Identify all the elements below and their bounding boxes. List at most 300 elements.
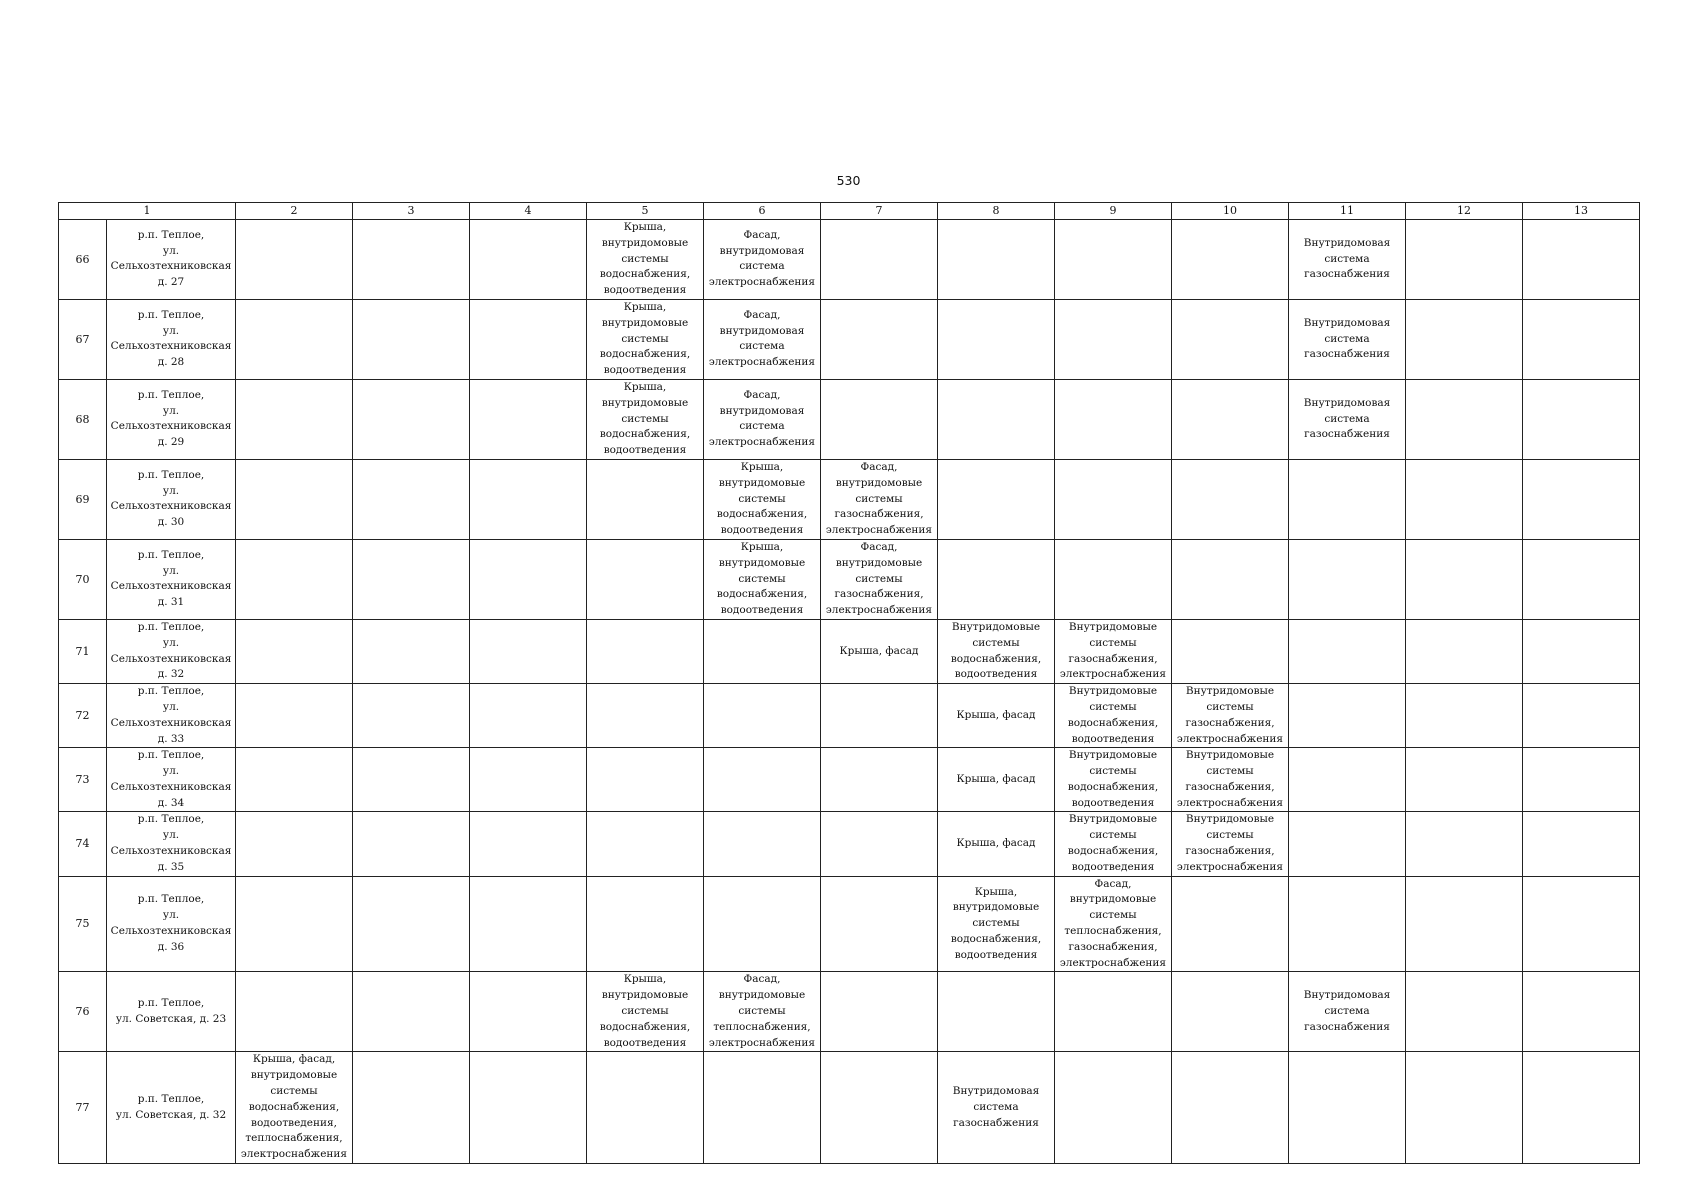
work-cell xyxy=(353,972,470,1052)
work-line: Внутридомовая xyxy=(952,1085,1040,1098)
work-cell xyxy=(1055,1052,1172,1164)
work-cell xyxy=(353,876,470,972)
work-cell xyxy=(938,812,1055,876)
work-line: Крыша, xyxy=(740,540,784,553)
work-line: внутридомовые xyxy=(718,989,806,1002)
address-cell xyxy=(107,299,236,379)
work-line: электроснабжения xyxy=(708,436,816,449)
work-line: водоснабжения, xyxy=(248,1100,340,1113)
work-cell xyxy=(470,684,587,748)
work-line: газоснабжения, xyxy=(1068,652,1158,665)
address-cell xyxy=(107,748,236,812)
address-line: Сельхозтехниковская xyxy=(110,925,232,938)
work-line: Внутридомовые xyxy=(1185,749,1275,762)
work-line: газоснабжения xyxy=(953,1116,1039,1129)
row-number: 71 xyxy=(59,619,107,683)
work-line: внутридомовые xyxy=(601,989,689,1002)
work-cell xyxy=(1172,539,1289,619)
table-row xyxy=(59,539,1640,619)
work-cell xyxy=(1523,459,1640,539)
row-number: 69 xyxy=(59,459,107,539)
work-cell xyxy=(1523,299,1640,379)
work-line: Крыша, xyxy=(623,221,667,233)
table-body xyxy=(59,203,1640,1164)
work-line: водоотведения xyxy=(954,948,1038,961)
work-cell xyxy=(1289,1052,1406,1164)
address-line: Сельхозтехниковская xyxy=(110,580,232,593)
work-line: системы xyxy=(1089,700,1137,713)
work-cell xyxy=(1055,972,1172,1052)
work-cell xyxy=(587,684,704,748)
work-cell xyxy=(587,299,704,379)
work-cell xyxy=(1406,876,1523,972)
address-cell xyxy=(107,876,236,972)
table-row xyxy=(59,619,1640,683)
work-line: системы xyxy=(621,1005,669,1018)
address-line: д. 34 xyxy=(157,796,185,809)
work-cell xyxy=(821,972,938,1052)
work-line: системы xyxy=(1206,765,1254,778)
work-cell xyxy=(470,220,587,300)
work-line: системы xyxy=(621,412,669,425)
work-line: водоотведения xyxy=(603,284,687,297)
work-cell xyxy=(587,972,704,1052)
address-cell xyxy=(107,1052,236,1164)
work-line: водоотведения xyxy=(954,668,1038,681)
address-line: ул. xyxy=(162,636,180,649)
address-cell xyxy=(107,379,236,459)
work-cell xyxy=(1172,684,1289,748)
work-cell xyxy=(821,1052,938,1164)
address-line: ул. xyxy=(162,765,180,778)
address-line: ул. xyxy=(162,244,180,257)
row-number: 73 xyxy=(59,748,107,812)
work-line: Фасад, xyxy=(743,308,781,321)
work-line: внутридомовые xyxy=(718,476,806,489)
address-line: Сельхозтехниковская xyxy=(110,420,232,433)
work-cell xyxy=(236,220,353,300)
row-number: 77 xyxy=(59,1052,107,1164)
address-line: ул. Советская, д. 32 xyxy=(115,1108,227,1121)
address-line: Сельхозтехниковская xyxy=(110,500,232,513)
address-cell xyxy=(107,619,236,683)
address-line: р.п. Теплое, xyxy=(137,620,205,633)
work-cell xyxy=(704,619,821,683)
work-line: система xyxy=(1324,252,1370,265)
work-line: Внутридомовые xyxy=(1068,749,1158,762)
work-line: внутридомовые xyxy=(601,316,689,329)
address-line: ул. xyxy=(162,324,180,337)
work-cell xyxy=(1172,619,1289,683)
work-cell xyxy=(1406,812,1523,876)
work-line: Внутридомовая xyxy=(1303,396,1391,409)
work-line: системы xyxy=(1089,636,1137,649)
work-cell xyxy=(938,684,1055,748)
work-line: системы xyxy=(738,572,786,585)
work-line: электроснабжения xyxy=(1059,956,1167,969)
work-line: система xyxy=(1324,1005,1370,1018)
work-cell xyxy=(704,299,821,379)
address-line: ул. Советская, д. 23 xyxy=(115,1012,227,1025)
work-cell xyxy=(470,299,587,379)
work-line: газоснабжения xyxy=(1304,1020,1390,1033)
work-line: электроснабжения xyxy=(1176,796,1284,809)
work-cell xyxy=(1406,459,1523,539)
address-line: д. 35 xyxy=(157,860,185,873)
work-line: водоснабжения, xyxy=(950,932,1042,945)
work-cell xyxy=(1289,684,1406,748)
work-line: газоснабжения, xyxy=(1068,940,1158,953)
work-line: водоснабжения, xyxy=(599,348,691,361)
work-line: электроснабжения xyxy=(708,1036,816,1049)
work-line: Фасад, xyxy=(1094,877,1132,890)
work-cell xyxy=(353,684,470,748)
work-line: водоснабжения, xyxy=(1067,716,1159,729)
work-cell xyxy=(1523,619,1640,683)
page-number: 530 xyxy=(836,173,861,188)
table-row xyxy=(59,379,1640,459)
work-cell xyxy=(353,1052,470,1164)
work-line: водоснабжения, xyxy=(950,652,1042,665)
work-line: Внутридомовая xyxy=(1303,316,1391,329)
work-cell xyxy=(470,459,587,539)
work-cell xyxy=(353,812,470,876)
work-cell xyxy=(1289,379,1406,459)
work-line: Крыша, фасад, xyxy=(252,1053,336,1066)
work-line: водоснабжения, xyxy=(716,508,808,521)
work-cell xyxy=(1289,972,1406,1052)
work-cell xyxy=(704,539,821,619)
work-cell xyxy=(938,619,1055,683)
work-cell xyxy=(938,379,1055,459)
work-line: водоснабжения, xyxy=(1067,845,1159,858)
column-number: 13 xyxy=(1523,203,1640,220)
address-line: д. 27 xyxy=(157,276,185,289)
work-line: электроснабжения xyxy=(708,276,816,289)
work-line: системы xyxy=(972,917,1020,930)
column-number-row xyxy=(59,203,1640,220)
work-line: внутридомовые xyxy=(835,476,923,489)
work-line: водоотведения xyxy=(1071,732,1155,745)
work-line: электроснабжения xyxy=(1059,668,1167,681)
work-line: Внутридомовая xyxy=(1303,236,1391,249)
work-line: водоотведения xyxy=(720,604,804,617)
work-line: Фасад, xyxy=(743,228,781,241)
address-line: д. 31 xyxy=(157,596,185,609)
work-line: газоснабжения, xyxy=(834,588,924,601)
table-row xyxy=(59,684,1640,748)
work-cell xyxy=(587,220,704,300)
work-line: электроснабжения xyxy=(1176,860,1284,873)
work-line: системы xyxy=(1206,829,1254,842)
work-cell xyxy=(587,459,704,539)
column-number: 5 xyxy=(587,203,704,220)
work-line: газоснабжения xyxy=(1304,268,1390,281)
work-cell xyxy=(236,748,353,812)
address-line: Сельхозтехниковская xyxy=(110,716,232,729)
work-cell xyxy=(470,812,587,876)
work-cell xyxy=(704,684,821,748)
work-cell xyxy=(1406,619,1523,683)
address-line: Сельхозтехниковская xyxy=(110,845,232,858)
work-line: Крыша, фасад xyxy=(839,644,919,657)
work-cell xyxy=(470,539,587,619)
work-cell xyxy=(1172,1052,1289,1164)
address-line: Сельхозтехниковская xyxy=(110,260,232,273)
work-line: внутридомовые xyxy=(601,236,689,249)
work-line: внутридомовая xyxy=(719,404,805,417)
address-line: р.п. Теплое, xyxy=(137,749,205,762)
work-line: Внутридомовые xyxy=(1185,685,1275,698)
table-row xyxy=(59,748,1640,812)
work-cell xyxy=(470,379,587,459)
address-line: ул. xyxy=(162,564,180,577)
work-cell xyxy=(236,876,353,972)
work-cell xyxy=(1055,619,1172,683)
column-number: 8 xyxy=(938,203,1055,220)
work-line: система xyxy=(1324,412,1370,425)
work-cell xyxy=(353,220,470,300)
work-line: Крыша, xyxy=(623,973,667,986)
work-line: внутридомовые xyxy=(718,556,806,569)
work-line: Внутридомовые xyxy=(1185,813,1275,826)
work-cell xyxy=(1172,972,1289,1052)
work-line: водоотведения xyxy=(603,1036,687,1049)
work-cell xyxy=(1172,459,1289,539)
address-line: р.п. Теплое, xyxy=(137,228,205,241)
work-cell xyxy=(1172,299,1289,379)
work-cell xyxy=(1289,619,1406,683)
work-line: газоснабжения xyxy=(1304,428,1390,441)
work-cell xyxy=(1055,684,1172,748)
work-cell xyxy=(1055,748,1172,812)
work-cell xyxy=(353,619,470,683)
address-line: ул. xyxy=(162,829,180,842)
work-line: Фасад, xyxy=(860,540,898,553)
address-line: ул. xyxy=(162,484,180,497)
column-number: 4 xyxy=(470,203,587,220)
work-line: системы xyxy=(1089,765,1137,778)
work-line: система xyxy=(739,420,785,433)
address-line: д. 28 xyxy=(157,356,185,369)
work-cell xyxy=(353,748,470,812)
work-line: система xyxy=(739,340,785,353)
work-line: водоснабжения, xyxy=(716,588,808,601)
work-line: водоотведения xyxy=(603,364,687,377)
work-cell xyxy=(1172,379,1289,459)
work-cell xyxy=(1523,220,1640,300)
work-line: Фасад, xyxy=(743,388,781,401)
work-cell xyxy=(587,539,704,619)
work-cell xyxy=(821,684,938,748)
work-cell xyxy=(236,684,353,748)
address-line: Сельхозтехниковская xyxy=(110,652,232,665)
work-line: внутридомовые xyxy=(952,901,1040,914)
address-cell xyxy=(107,459,236,539)
work-cell xyxy=(1289,459,1406,539)
row-number: 66 xyxy=(59,220,107,300)
table-row xyxy=(59,812,1640,876)
work-cell xyxy=(821,539,938,619)
row-number: 68 xyxy=(59,379,107,459)
address-line: ул. xyxy=(162,404,180,417)
address-line: д. 36 xyxy=(157,940,185,953)
work-line: Фасад, xyxy=(860,460,898,473)
address-line: ул. xyxy=(162,909,180,922)
work-cell xyxy=(1055,220,1172,300)
work-cell xyxy=(1055,876,1172,972)
table-row xyxy=(59,972,1640,1052)
work-cell xyxy=(938,748,1055,812)
table-row xyxy=(59,459,1640,539)
work-cell xyxy=(470,1052,587,1164)
work-line: Внутридомовые xyxy=(1068,813,1158,826)
work-line: Внутридомовые xyxy=(1068,620,1158,633)
work-cell xyxy=(938,539,1055,619)
work-line: теплоснабжения, xyxy=(245,1132,343,1145)
work-cell xyxy=(236,812,353,876)
work-cell xyxy=(1406,1052,1523,1164)
address-line: р.п. Теплое, xyxy=(137,893,205,906)
work-line: электроснабжения xyxy=(240,1148,348,1161)
work-cell xyxy=(1289,812,1406,876)
row-number: 74 xyxy=(59,812,107,876)
address-cell xyxy=(107,812,236,876)
work-line: Крыша, xyxy=(974,885,1018,898)
work-line: системы xyxy=(738,1005,786,1018)
table-row xyxy=(59,1052,1640,1164)
work-cell xyxy=(704,1052,821,1164)
work-cell xyxy=(938,1052,1055,1164)
work-line: система xyxy=(973,1100,1019,1113)
work-line: газоснабжения xyxy=(1304,348,1390,361)
work-line: водоотведения xyxy=(603,444,687,457)
work-cell xyxy=(938,459,1055,539)
work-cell xyxy=(236,972,353,1052)
work-line: водоснабжения, xyxy=(599,268,691,281)
work-cell xyxy=(821,299,938,379)
work-cell xyxy=(236,1052,353,1164)
work-line: газоснабжения, xyxy=(1185,716,1275,729)
work-line: внутридомовые xyxy=(835,556,923,569)
work-cell xyxy=(938,299,1055,379)
work-line: системы xyxy=(1089,909,1137,922)
work-cell xyxy=(353,299,470,379)
work-line: системы xyxy=(855,492,903,505)
work-cell xyxy=(1523,812,1640,876)
work-line: теплоснабжения, xyxy=(713,1020,811,1033)
work-cell xyxy=(587,619,704,683)
work-line: внутридомовая xyxy=(719,324,805,337)
work-line: внутридомовые xyxy=(250,1069,338,1082)
address-line: р.п. Теплое, xyxy=(137,1092,205,1105)
work-cell xyxy=(587,1052,704,1164)
work-cell xyxy=(353,379,470,459)
work-cell xyxy=(1523,684,1640,748)
work-line: системы xyxy=(855,572,903,585)
work-cell xyxy=(704,748,821,812)
work-cell xyxy=(1172,876,1289,972)
work-cell xyxy=(704,876,821,972)
work-cell xyxy=(821,748,938,812)
work-line: Внутридомовые xyxy=(1068,685,1158,698)
work-cell xyxy=(1289,748,1406,812)
work-line: водоотведения xyxy=(1071,860,1155,873)
work-cell xyxy=(1406,299,1523,379)
work-cell xyxy=(1055,299,1172,379)
work-cell xyxy=(821,619,938,683)
work-line: электроснабжения xyxy=(708,356,816,369)
work-cell xyxy=(1055,459,1172,539)
work-cell xyxy=(587,379,704,459)
address-line: д. 30 xyxy=(157,516,185,529)
table-row xyxy=(59,876,1640,972)
work-cell xyxy=(1523,876,1640,972)
column-number: 2 xyxy=(236,203,353,220)
work-line: Крыша, фасад xyxy=(956,772,1036,785)
table-row xyxy=(59,220,1640,300)
work-line: Крыша, xyxy=(740,460,784,473)
work-cell xyxy=(1289,220,1406,300)
work-line: Внутридомовые xyxy=(951,620,1041,633)
work-line: электроснабжения xyxy=(1176,732,1284,745)
row-number: 67 xyxy=(59,299,107,379)
work-cell xyxy=(1055,379,1172,459)
work-line: системы xyxy=(1089,829,1137,842)
column-number: 7 xyxy=(821,203,938,220)
work-line: водоотведения, xyxy=(251,1116,337,1129)
address-line: Сельхозтехниковская xyxy=(110,340,232,353)
column-number: 1 xyxy=(59,203,236,220)
work-cell xyxy=(821,220,938,300)
work-line: системы xyxy=(621,332,669,345)
work-cell xyxy=(353,539,470,619)
work-line: система xyxy=(739,260,785,273)
work-line: теплоснабжения, xyxy=(1064,925,1162,938)
column-number: 9 xyxy=(1055,203,1172,220)
work-cell xyxy=(821,876,938,972)
work-cell xyxy=(1172,748,1289,812)
repair-schedule-table xyxy=(58,202,1640,1164)
work-cell xyxy=(1172,220,1289,300)
work-cell xyxy=(821,459,938,539)
work-cell xyxy=(353,459,470,539)
work-line: Фасад, xyxy=(743,973,781,986)
work-line: системы xyxy=(738,492,786,505)
address-line: р.п. Теплое, xyxy=(137,388,205,401)
address-line: д. 33 xyxy=(157,732,185,745)
address-line: р.п. Теплое, xyxy=(137,468,205,481)
work-cell xyxy=(236,299,353,379)
work-cell xyxy=(1523,1052,1640,1164)
work-line: электроснабжения xyxy=(825,604,933,617)
work-cell xyxy=(236,459,353,539)
row-number: 70 xyxy=(59,539,107,619)
address-line: д. 29 xyxy=(157,436,185,449)
work-cell xyxy=(1055,539,1172,619)
work-cell xyxy=(236,619,353,683)
column-number: 11 xyxy=(1289,203,1406,220)
work-cell xyxy=(1523,379,1640,459)
work-line: внутридомовая xyxy=(719,244,805,257)
work-cell xyxy=(1055,812,1172,876)
address-line: ул. xyxy=(162,700,180,713)
work-cell xyxy=(704,972,821,1052)
column-number: 12 xyxy=(1406,203,1523,220)
work-line: системы xyxy=(270,1085,318,1098)
work-line: системы xyxy=(972,636,1020,649)
work-cell xyxy=(1523,539,1640,619)
